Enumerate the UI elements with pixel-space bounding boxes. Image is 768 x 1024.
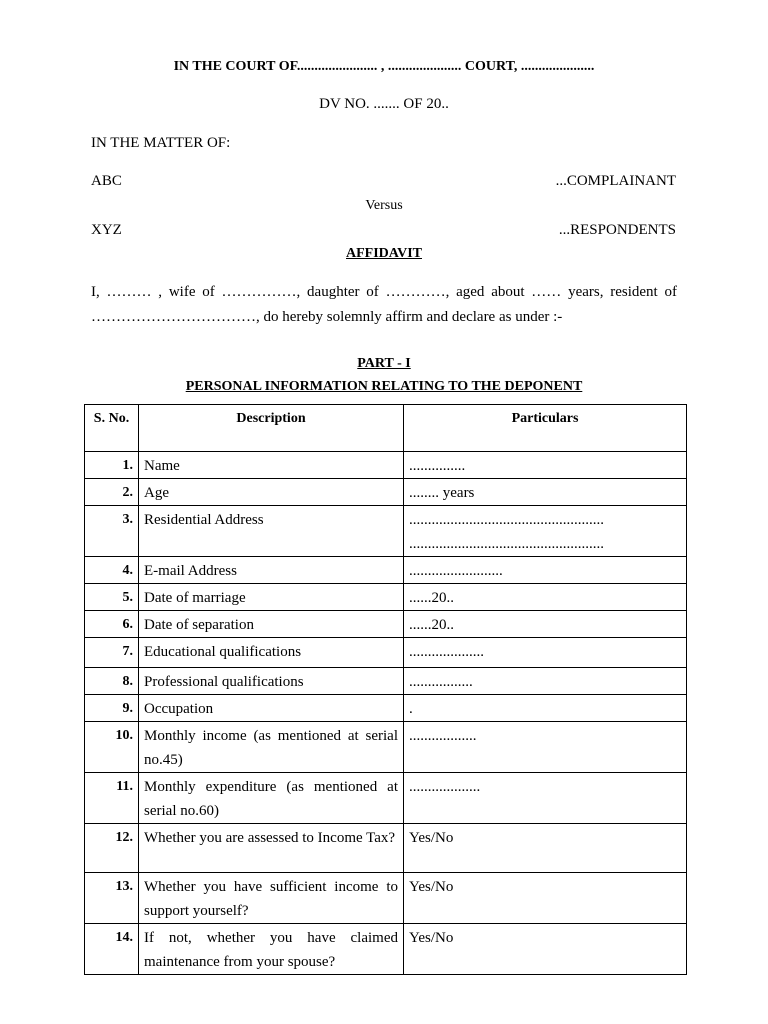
row-particulars: ........ years [404, 479, 687, 506]
row-particulars: ......20.. [404, 611, 687, 638]
table-row [85, 506, 687, 557]
row-description: Whether you have sufficient income to support yourself? [139, 873, 404, 924]
row-description: Occupation [139, 695, 404, 722]
row-particulars: ......20.. [404, 584, 687, 611]
row-particulars [404, 506, 687, 557]
affidavit-intro: I, ……… , wife of ……………, daughter of …………, aged about …… years, resident of ……………………………, do hereby solemnly affirm and declare as under :- [91, 284, 677, 325]
row-sno: 10. [85, 722, 139, 773]
row-description: Whether you are assessed to Income Tax? [139, 824, 404, 873]
case-number: DV NO. ....... OF 20.. [319, 96, 449, 112]
row-particulars: . [404, 695, 687, 722]
row-sno: 5. [85, 584, 139, 611]
row-sno: 11. [85, 773, 139, 824]
table-row [85, 668, 687, 695]
row-sno: 2. [85, 479, 139, 506]
row-description: Educational qualifications [139, 638, 404, 668]
row-particulars: Yes/No [404, 824, 687, 873]
table-row [85, 824, 687, 873]
versus-label: Versus [365, 198, 403, 213]
table-row [85, 773, 687, 824]
row-particulars: ......................... [404, 557, 687, 584]
row-sno: 13. [85, 873, 139, 924]
row-description: Date of marriage [139, 584, 404, 611]
row-sno: 6. [85, 611, 139, 638]
table-row [85, 479, 687, 506]
header-description: Description [139, 405, 404, 452]
respondent-name: XYZ [91, 222, 122, 238]
row-particulars: Yes/No [404, 924, 687, 975]
row-description: E-mail Address [139, 557, 404, 584]
part-title: PART - I [357, 356, 411, 371]
row-sno: 7. [85, 638, 139, 668]
row-description: Age [139, 479, 404, 506]
row-sno: 12. [85, 824, 139, 873]
row-particulars: ................. [404, 668, 687, 695]
row-particulars: .................... [404, 638, 687, 668]
row-description: Name [139, 452, 404, 479]
table-row [85, 584, 687, 611]
table-row [85, 695, 687, 722]
row-description: Professional qualifications [139, 668, 404, 695]
personal-info-table [84, 404, 687, 975]
affidavit-title: AFFIDAVIT [346, 246, 422, 261]
row-particulars: Yes/No [404, 873, 687, 924]
row-sno: 4. [85, 557, 139, 584]
matter-of-label: IN THE MATTER OF: [91, 135, 231, 151]
table-row [85, 873, 687, 924]
row-sno: 1. [85, 452, 139, 479]
row-sno: 9. [85, 695, 139, 722]
court-header: IN THE COURT OF....................... , ..................... COURT, ..................... [173, 59, 595, 74]
row-sno: 8. [85, 668, 139, 695]
address-line-2: .................................................... [409, 536, 604, 552]
row-sno: 3. [85, 506, 139, 557]
row-description: Monthly income (as mentioned at serial no.45) [139, 722, 404, 773]
table-row [85, 611, 687, 638]
row-particulars: ................... [404, 773, 687, 824]
table-header-row [85, 405, 687, 452]
row-sno: 14. [85, 924, 139, 975]
section-title: PERSONAL INFORMATION RELATING TO THE DEPONENT [185, 379, 583, 394]
table-row [85, 452, 687, 479]
table-row [85, 924, 687, 975]
row-description: If not, whether you have claimed maintenance from your spouse? [139, 924, 404, 975]
complainant-role: ...COMPLAINANT [555, 173, 676, 189]
row-particulars: ............... [404, 452, 687, 479]
row-description: Residential Address [139, 506, 404, 557]
table-row [85, 557, 687, 584]
address-line-1: .................................................... [409, 512, 604, 528]
row-description: Date of separation [139, 611, 404, 638]
complainant-name: ABC [91, 173, 122, 189]
table-row [85, 638, 687, 668]
row-particulars: .................. [404, 722, 687, 773]
header-particulars: Particulars [404, 405, 687, 452]
header-sno: S. No. [85, 405, 139, 452]
table-row [85, 722, 687, 773]
respondent-role: ...RESPONDENTS [558, 222, 676, 238]
row-description: Monthly expenditure (as mentioned at serial no.60) [139, 773, 404, 824]
